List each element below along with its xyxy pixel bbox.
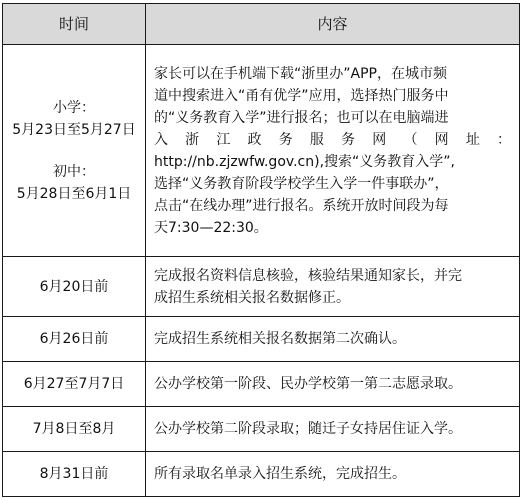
schedule-table	[2, 3, 520, 497]
time-cell: 7月8日至8月	[3, 407, 146, 452]
table-row	[3, 317, 520, 362]
content-cell: 完成招生系统相关报名数据第二次确认。	[146, 317, 520, 362]
table-row	[3, 407, 520, 452]
content-line-url: http://nb.zjzwfw.gov.cn),搜索“义务教育入学”,	[154, 153, 455, 170]
table-row	[3, 45, 520, 257]
table-row	[3, 452, 520, 497]
content-cell: 公办学校第二阶段录取；随迁子女持居住证入学。	[146, 407, 520, 452]
time-cell: 6月26日前	[3, 317, 146, 362]
time-range-junior: 5月28日至6月1日	[16, 185, 132, 202]
content-line: 点击“在线办理”进行报名。系统开放时间段为每	[154, 197, 449, 214]
header-time: 时间	[3, 4, 146, 45]
time-cell	[3, 45, 146, 257]
table-row	[3, 362, 520, 407]
header-row	[3, 4, 520, 45]
content-line: 完成报名资料信息核验，核验结果通知家长，并完	[154, 267, 462, 284]
content-cell	[146, 45, 520, 257]
content-line: 成招生系统相关报名数据修正。	[154, 289, 350, 306]
content-cell: 公办学校第一阶段、民办学校第一第二志愿录取。	[146, 362, 520, 407]
content-line: 家长可以在手机端下载“浙里办”APP，在城市频	[154, 65, 447, 82]
time-cell: 6月27至7月7日	[3, 362, 146, 407]
time-cell: 6月20日前	[3, 257, 146, 317]
time-label-junior: 初中：	[53, 163, 95, 180]
header-content: 内容	[146, 4, 520, 45]
content-line: 天7:30—22:30。	[154, 219, 268, 236]
content-cell	[146, 257, 520, 317]
content-line: 道中搜索进入“甬有优学”应用，选择热门服务中	[154, 87, 449, 104]
time-cell: 8月31日前	[3, 452, 146, 497]
content-line: 入浙江政务服务网（网址：	[154, 131, 511, 148]
enrollment-schedule-table	[2, 3, 519, 497]
content-line: 的“义务教育入学”进行报名；也可以在电脑端进	[154, 109, 449, 126]
content-line: 选择“义务教育阶段学校学生入学一件事联办”，	[154, 175, 449, 192]
time-range-primary: 5月23日至5月27日	[12, 121, 136, 138]
content-cell: 所有录取名单录入招生系统，完成招生。	[146, 452, 520, 497]
time-label-primary: 小学：	[53, 99, 95, 116]
table-row	[3, 257, 520, 317]
